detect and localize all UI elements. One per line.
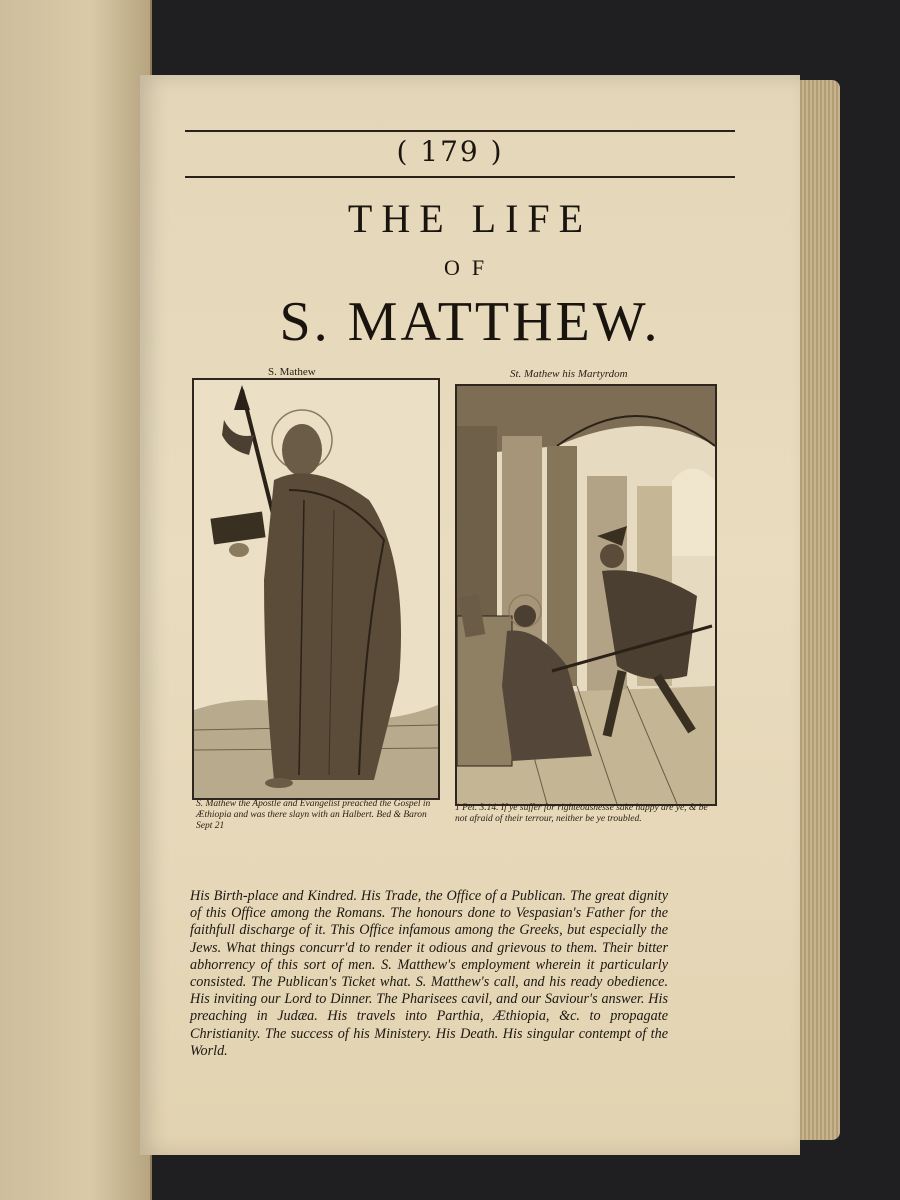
saint-matthew-figure-image [194,380,438,798]
plate-right-engraving [455,384,717,806]
plate-left-heading: S. Mathew [268,366,316,378]
header-rule-top [185,130,735,132]
header-rule-bottom [185,176,735,178]
left-page-edge [0,0,152,1200]
plate-left-engraving [192,378,440,800]
title-line2: OF [443,255,497,280]
plate-left-caption: S. Mathew the Apostle and Evangelist preached the Gospel in Æthiopia and was there slayn with an Halbert. Bed & Baron Sept 21 [196,799,431,831]
plate-right-caption: 1 Pet. 3.14. If ye suffer for righteousnesse sake happy are ye, & be not afraid of their terrour, neither be ye troubled. [455,803,708,824]
chapter-summary [190,888,668,1060]
title-line3: S. MATTHEW. [279,291,661,353]
martyrdom-scene-image [457,386,715,804]
summary-text: His Birth-place and Kindred. His Trade, the Office of a Publican. The great dignity of this Office among the Romans. The honours done to Vespasian's Father for the faithfull discharge of it. This Office infamous among the Greeks, but especially the Jews. What things concurr'd to render it odious and grievous to them. Their bitter abhorrency of this sort of men. S. Matthew's employment wherein it particularly consisted. The Publican's Ticket what. S. Matthew's call, and his ready obedience. His inviting our Lord to Dinner. The Pharisees cavil, and our Saviour's answer. His preaching in Judæa. His travels into Parthia, Æthiopia, &c. to propagate Christianity. The success of his Ministery. His Death. His singular contempt of the World. [190,888,668,1059]
plate-right-heading: St. Mathew his Martyrdom [510,368,628,380]
page-number: ( 179 ) [396,135,504,168]
title-line1: THE LIFE [347,196,593,241]
